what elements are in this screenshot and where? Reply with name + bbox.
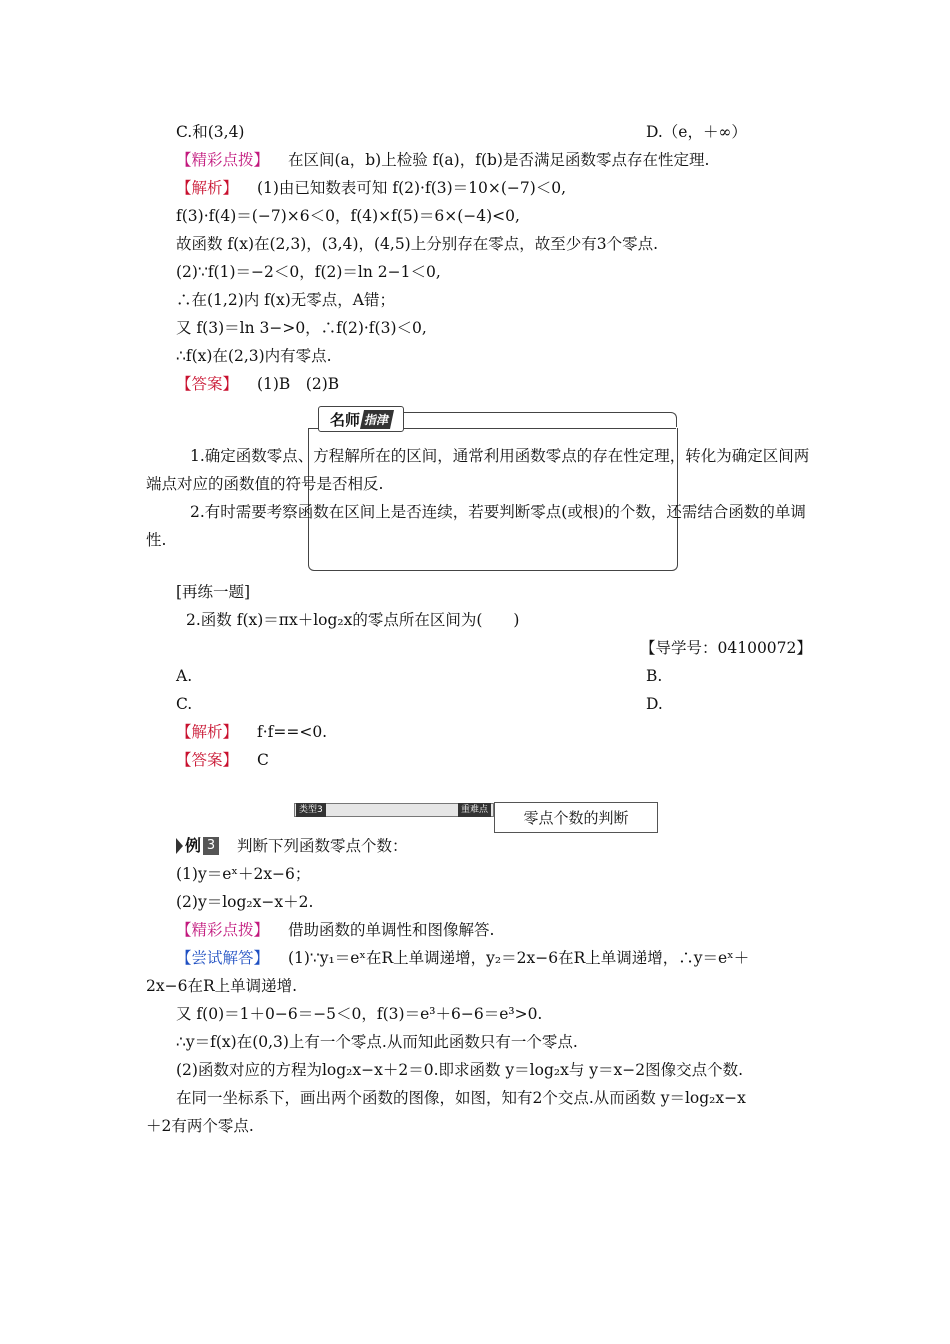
practice-option-a: A. xyxy=(176,667,193,685)
guidance-paragraph-1: 1.确定函数零点、方程解所在的区间，通常利用函数零点的存在性定理，转化为确定区间两端点对应的函数值的符号是否相反. xyxy=(146,447,810,493)
try-line-4: ∴y＝f(x)在(0,3)上有一个零点.从而知此函数只有一个零点. xyxy=(176,1033,578,1051)
box-header-right: 指津 xyxy=(360,410,394,429)
analysis-line-4: (2)∵f(1)＝−2＜0，f(2)＝ln 2−1＜0, xyxy=(176,263,441,281)
example-tip-tag: 【精彩点拨】 xyxy=(176,921,270,939)
example-q2: (2)y＝log₂x−x＋2. xyxy=(176,893,314,911)
type-banner-difficulty: 重难点 xyxy=(458,803,491,817)
example-number: 3 xyxy=(203,837,219,855)
tip-line xyxy=(176,150,709,170)
answer-text: (1)B (2)B xyxy=(256,375,340,393)
try-line-3: 又 f(0)＝1＋0−6＝−5＜0，f(3)＝e³＋6−6＝e³>0. xyxy=(176,1005,543,1023)
box-header-left: 名师 xyxy=(329,410,360,429)
practice-analysis-text: f·f==<0. xyxy=(256,723,328,741)
practice-analysis xyxy=(176,722,327,742)
example-prompt: 判断下列函数零点个数： xyxy=(237,837,408,855)
practice-analysis-tag: 【解析】 xyxy=(176,723,239,741)
analysis-line-2: f(3)·f(4)＝(−7)×6＜0，f(4)×f(5)＝6×(−4)<0, xyxy=(176,207,520,225)
practice-question: 2.函数 f(x)＝πx＋log₂x的零点所在区间为( ) xyxy=(186,611,520,629)
try-line-5: (2)函数对应的方程为log₂x−x＋2＝0.即求函数 y＝log₂x与 y＝x−2图像交点个数. xyxy=(176,1061,744,1079)
analysis-text-1: (1)由已知数表可知 f(2)·f(3)＝10×(−7)＜0, xyxy=(256,179,567,197)
analysis-line-5: ∴在(1,2)内 f(x)无零点，A错； xyxy=(176,291,395,309)
box-header-line xyxy=(404,412,677,427)
try-line-2: 2x−6在R上单调递增. xyxy=(146,977,298,995)
analysis-line-1 xyxy=(176,178,566,198)
answer-tag: 【答案】 xyxy=(176,375,239,393)
tip-tag: 【精彩点拨】 xyxy=(176,151,270,169)
analysis-line-3: 故函数 f(x)在(2,3)，(3,4)，(4,5)上分别存在零点，故至少有3个零点. xyxy=(176,235,659,253)
analysis-tag: 【解析】 xyxy=(176,179,239,197)
try-line-7: ＋2有两个零点. xyxy=(146,1117,254,1135)
box-header xyxy=(318,406,404,432)
option-c: C.和(3,4) xyxy=(176,123,245,141)
example3-header xyxy=(176,836,408,856)
analysis-line-7: ∴f(x)在(2,3)内有零点. xyxy=(176,347,332,365)
practice-answer-text: C xyxy=(256,751,269,769)
practice-answer-tag: 【答案】 xyxy=(176,751,239,769)
try-line-1 xyxy=(176,948,749,968)
practice-answer xyxy=(176,750,269,770)
play-icon xyxy=(176,838,183,854)
tip-text: 在区间(a，b)上检验 f(a)，f(b)是否满足函数零点存在性定理. xyxy=(287,151,710,169)
try-text-1: (1)∵y₁＝eˣ在R上单调递增，y₂＝2x−6在R上单调递增，∴y＝eˣ＋ xyxy=(287,949,750,967)
type-banner-label: 类型3 xyxy=(296,803,326,817)
example-tip xyxy=(176,920,494,940)
example-tag: 例 xyxy=(185,836,202,855)
guidance-paragraph-2: 2.有时需要考察函数在区间上是否连续，若要判断零点(或根)的个数，还需结合函数的单调性. xyxy=(146,503,806,549)
answer-line xyxy=(176,374,339,394)
try-line-6: 在同一坐标系下，画出两个函数的图像，如图，知有2个交点.从而函数 y＝log₂x−x xyxy=(176,1089,746,1107)
practice-option-d: D. xyxy=(646,695,663,713)
example-q1: (1)y＝eˣ＋2x−6； xyxy=(176,865,311,883)
practice-option-b: B. xyxy=(646,667,663,685)
type-banner-title: 零点个数的判断 xyxy=(494,802,658,833)
example-tip-text: 借助函数的单调性和图像解答. xyxy=(287,921,495,939)
option-d: D.（e，＋∞） xyxy=(646,123,747,141)
try-tag: 【尝试解答】 xyxy=(176,949,270,967)
analysis-line-6: 又 f(3)＝ln 3−>0，∴f(2)·f(3)＜0, xyxy=(176,319,427,337)
practice-header: [再练一题] xyxy=(176,583,251,601)
practice-option-c: C. xyxy=(176,695,193,713)
guide-number: 【导学号：04100072】 xyxy=(640,639,812,657)
